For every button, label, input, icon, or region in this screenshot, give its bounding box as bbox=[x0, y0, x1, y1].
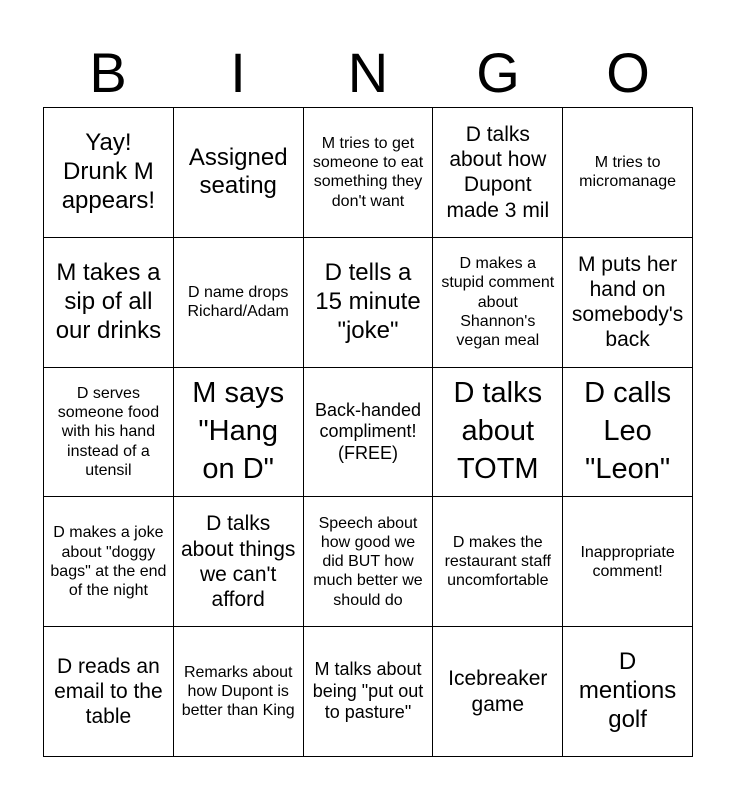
cell-text: M talks about being "put out to pasture" bbox=[312, 659, 424, 723]
bingo-cell[interactable] bbox=[563, 497, 693, 627]
cell-text: Remarks about how Dupont is better than King bbox=[181, 663, 295, 720]
bingo-cell[interactable] bbox=[433, 497, 563, 627]
bingo-cell[interactable] bbox=[304, 238, 434, 368]
bingo-cell[interactable] bbox=[44, 627, 174, 757]
bingo-cell[interactable] bbox=[174, 238, 304, 368]
cell-text: D tells a 15 minute "joke" bbox=[315, 259, 421, 344]
bingo-cell[interactable] bbox=[563, 108, 693, 238]
header-letter-g: G bbox=[476, 41, 520, 104]
cell-text: Speech about how good we did BUT how much better we should do bbox=[313, 514, 423, 609]
cell-text: Inappropriate comment! bbox=[580, 543, 675, 580]
cell-text: D talks about TOTM bbox=[453, 377, 543, 485]
bingo-header bbox=[43, 40, 693, 106]
bingo-cell[interactable] bbox=[433, 108, 563, 238]
bingo-cell[interactable] bbox=[304, 108, 434, 238]
bingo-cell[interactable] bbox=[44, 497, 174, 627]
cell-text: Back-handed compliment! (FREE) bbox=[314, 399, 422, 463]
bingo-cell[interactable] bbox=[304, 497, 434, 627]
bingo-cell[interactable] bbox=[44, 108, 174, 238]
bingo-cell[interactable] bbox=[174, 368, 304, 498]
cell-text: Icebreaker game bbox=[448, 667, 548, 716]
cell-text: M tries to micromanage bbox=[579, 154, 677, 191]
cell-text: M tries to get someone to eat something they don't want bbox=[312, 135, 424, 210]
bingo-cell[interactable] bbox=[174, 627, 304, 757]
bingo-cell[interactable] bbox=[433, 368, 563, 498]
cell-text: D name drops Richard/Adam bbox=[187, 284, 289, 321]
cell-text: D talks about things we can't afford bbox=[180, 512, 296, 611]
bingo-cell[interactable] bbox=[304, 368, 434, 498]
cell-text: D calls Leo "Leon" bbox=[584, 377, 672, 485]
cell-text: D talks about how Dupont made 3 mil bbox=[446, 123, 550, 222]
cell-text: Yay! Drunk M appears! bbox=[61, 129, 156, 214]
header-letter-o: O bbox=[606, 41, 650, 104]
bingo-cell[interactable] bbox=[44, 238, 174, 368]
bingo-cell[interactable] bbox=[563, 238, 693, 368]
cell-text: M says "Hang on D" bbox=[192, 377, 285, 485]
cell-text: D reads an email to the table bbox=[54, 654, 163, 729]
bingo-cell[interactable] bbox=[174, 497, 304, 627]
cell-text: D serves someone food with his hand instead of a utensil bbox=[57, 385, 160, 479]
bingo-board bbox=[43, 107, 693, 757]
bingo-cell[interactable] bbox=[563, 368, 693, 498]
bingo-cell[interactable] bbox=[304, 627, 434, 757]
cell-text: M puts her hand on somebody's back bbox=[571, 252, 684, 352]
cell-text: D makes the restaurant staff uncomfortable bbox=[444, 534, 551, 590]
bingo-cell[interactable] bbox=[44, 368, 174, 498]
header-letter-b: B bbox=[89, 41, 127, 104]
cell-text: M takes a sip of all our drinks bbox=[55, 259, 162, 344]
cell-text: D makes a stupid comment about Shannon's vegan meal bbox=[441, 255, 555, 349]
cell-text: D makes a joke about "doggy bags" at the end of the night bbox=[50, 524, 167, 599]
bingo-cell[interactable] bbox=[563, 627, 693, 757]
cell-text: D mentions golf bbox=[578, 648, 677, 733]
bingo-cell[interactable] bbox=[433, 238, 563, 368]
cell-text: Assigned seating bbox=[188, 143, 288, 200]
header-letter-i: I bbox=[230, 41, 246, 104]
header-letter-n: N bbox=[347, 41, 389, 104]
bingo-cell[interactable] bbox=[174, 108, 304, 238]
bingo-cell[interactable] bbox=[433, 627, 563, 757]
